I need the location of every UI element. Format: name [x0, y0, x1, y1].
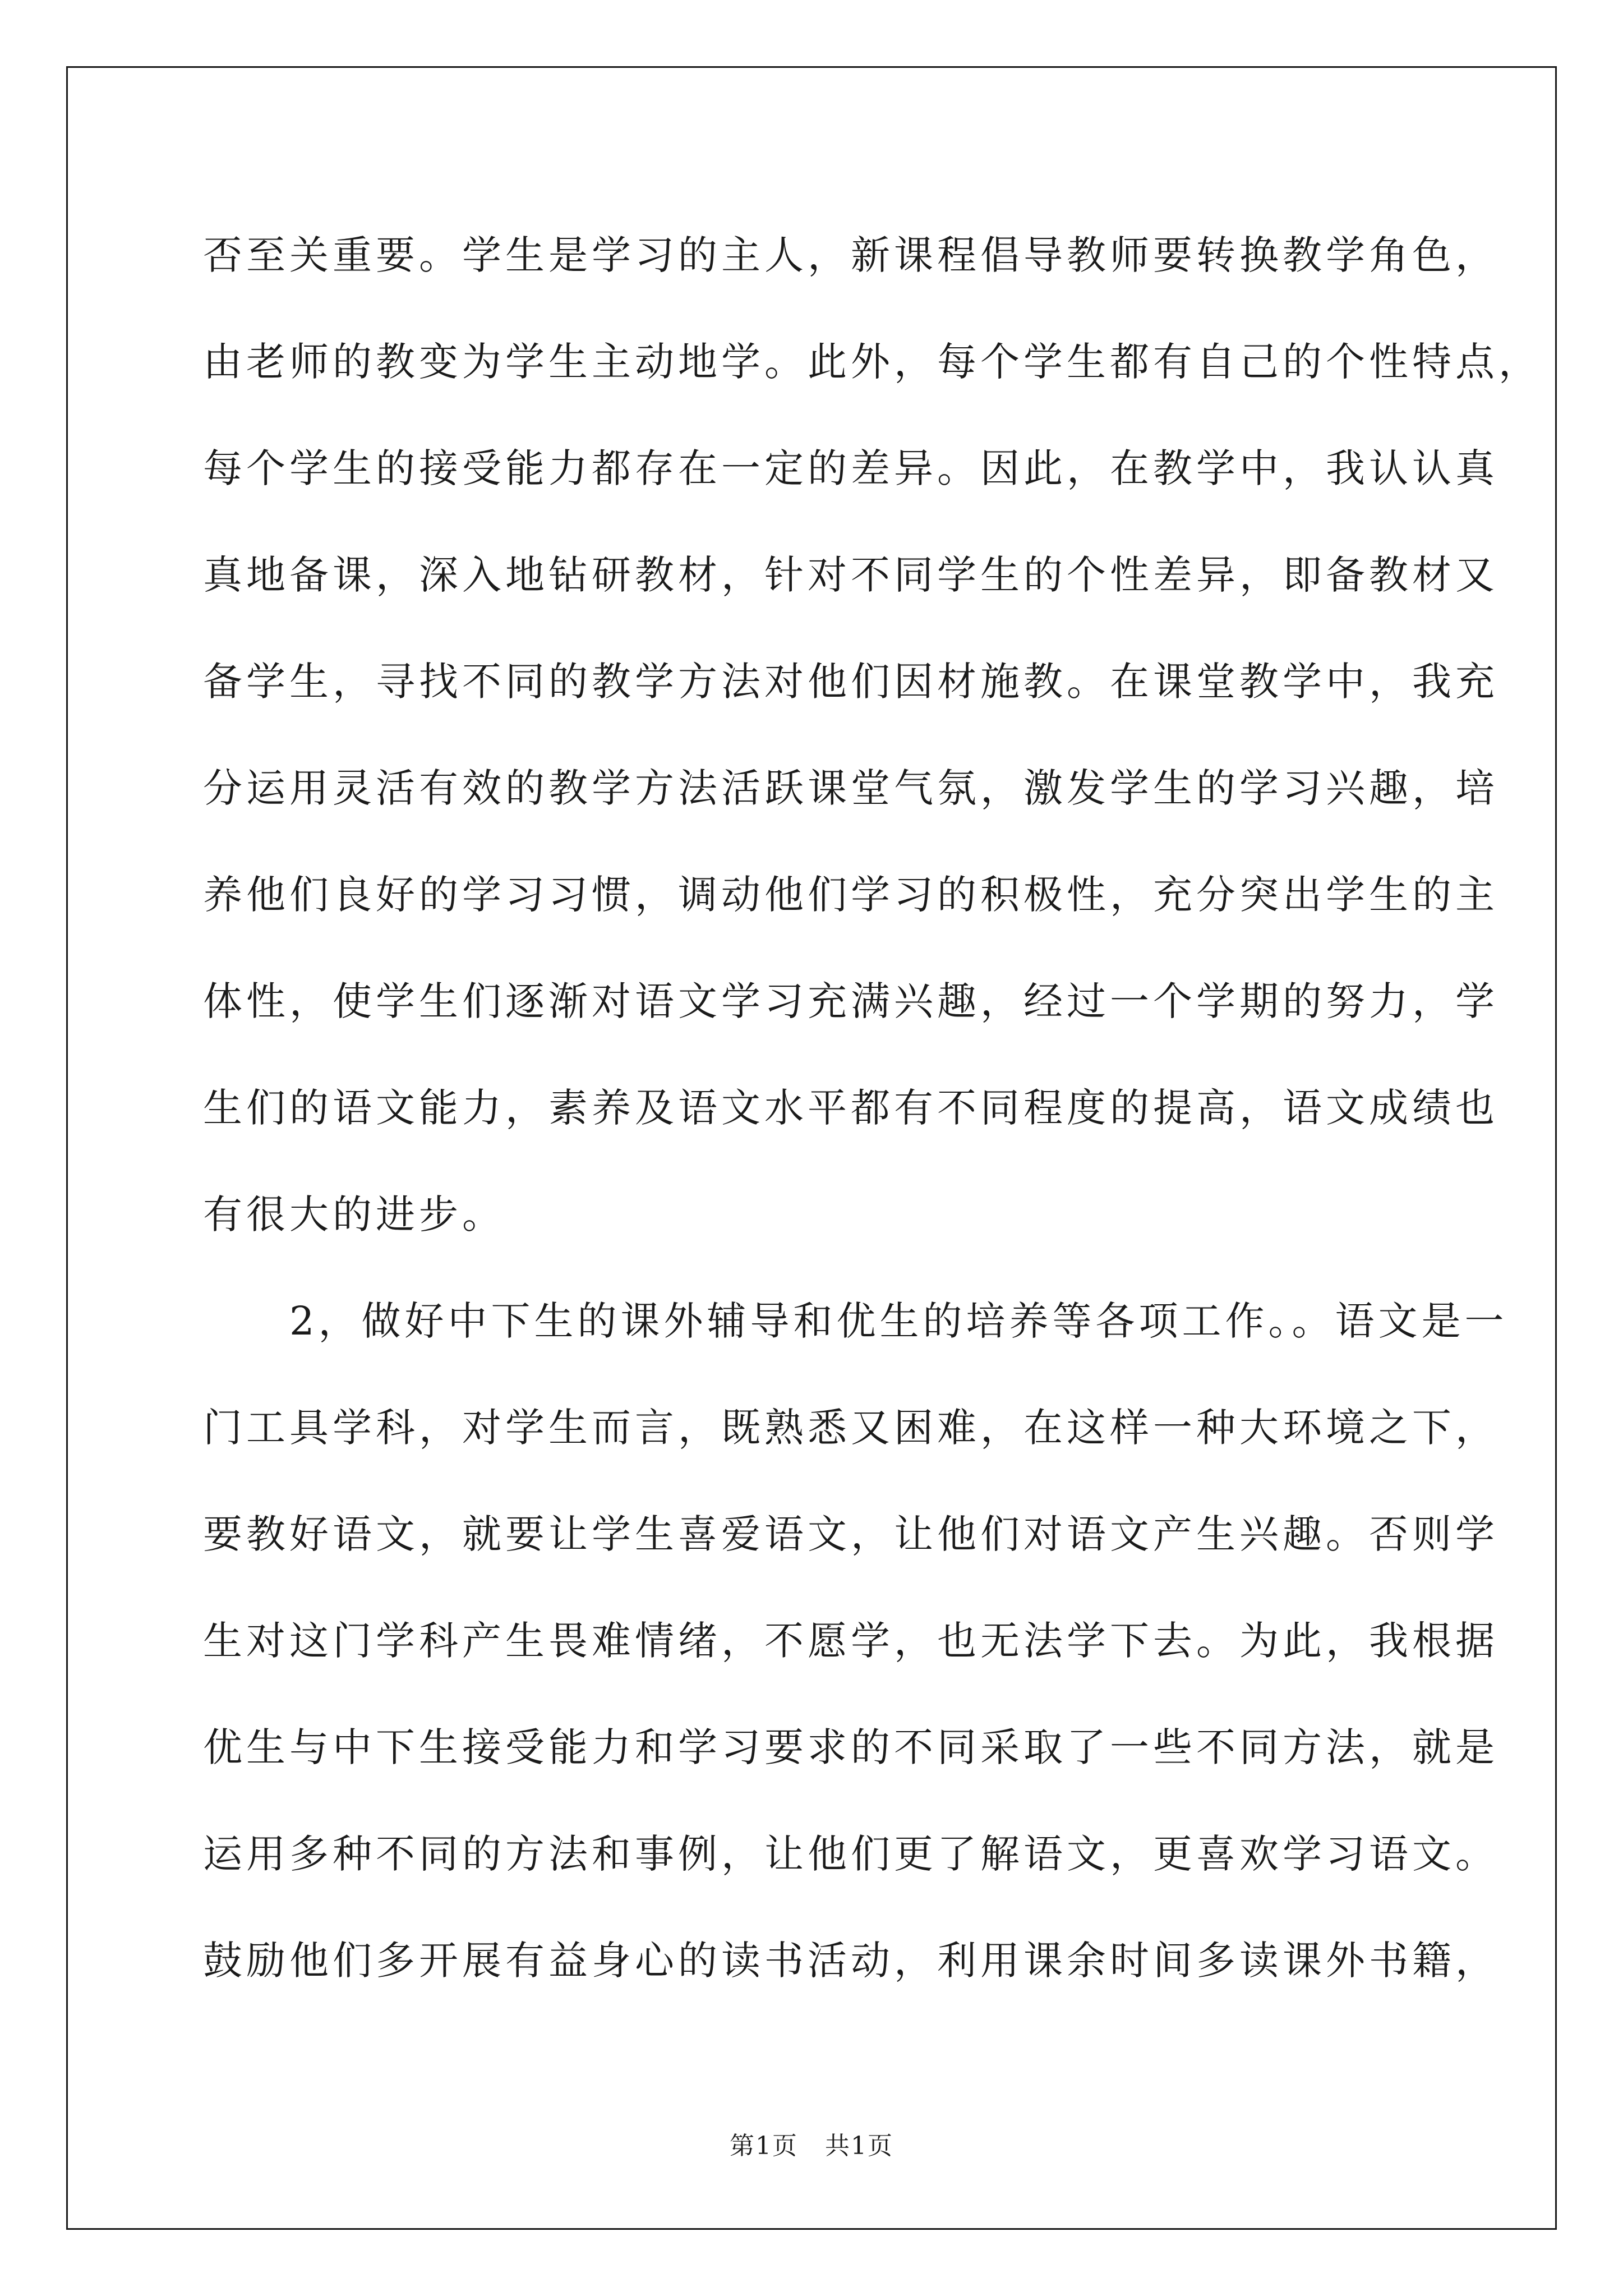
- text-line: 否至关重要。学生是学习的主人，新课程倡导教师要转换教学角色，: [203, 232, 1498, 278]
- text-line: 有很大的进步。: [203, 1191, 505, 1237]
- text-line: 生对这门学科产生畏难情绪，不愿学，也无法学下去。为此，我根据: [203, 1618, 1498, 1664]
- text-line: 体性，使学生们逐渐对语文学习充满兴趣，经过一个学期的努力，学: [203, 978, 1498, 1024]
- text-line: 要教好语文，就要让学生喜爱语文，让他们对语文产生兴趣。否则学: [203, 1511, 1498, 1557]
- text-line: 分运用灵活有效的教学方法活跃课堂气氛，激发学生的学习兴趣，培: [203, 765, 1498, 811]
- text-line: 由老师的教变为学生主动地学。此外，每个学生都有自己的个性特点，: [203, 339, 1542, 385]
- text-line: 优生与中下生接受能力和学习要求的不同采取了一些不同方法，就是: [203, 1724, 1498, 1770]
- text-line: 备学生，寻找不同的教学方法对他们因材施教。在课堂教学中，我充: [203, 659, 1498, 705]
- text-line: 门工具学科，对学生而言，既熟悉又困难，在这样一种大环境之下，: [203, 1405, 1498, 1451]
- text-line: 真地备课，深入地钻研教材，针对不同学生的个性差异，即备教材又: [203, 552, 1498, 598]
- document-body: [203, 202, 1542, 2014]
- text-line: 养他们良好的学习习惯，调动他们学习的积极性，充分突出学生的主: [203, 872, 1498, 918]
- text-line: 运用多种不同的方法和事例，让他们更了解语文，更喜欢学习语文。: [203, 1831, 1498, 1877]
- text-line: 每个学生的接受能力都存在一定的差异。因此，在教学中，我认认真: [203, 445, 1498, 491]
- text-line: 2，做好中下生的课外辅导和优生的培养等各项工作。。语文是一: [203, 1298, 1508, 1344]
- page-number-footer: 第1页 共1页: [730, 2132, 893, 2160]
- text-line: 生们的语文能力，素养及语文水平都有不同程度的提高，语文成绩也: [203, 1085, 1498, 1131]
- text-line: 鼓励他们多开展有益身心的读书活动，利用课余时间多读课外书籍，: [203, 1938, 1498, 1984]
